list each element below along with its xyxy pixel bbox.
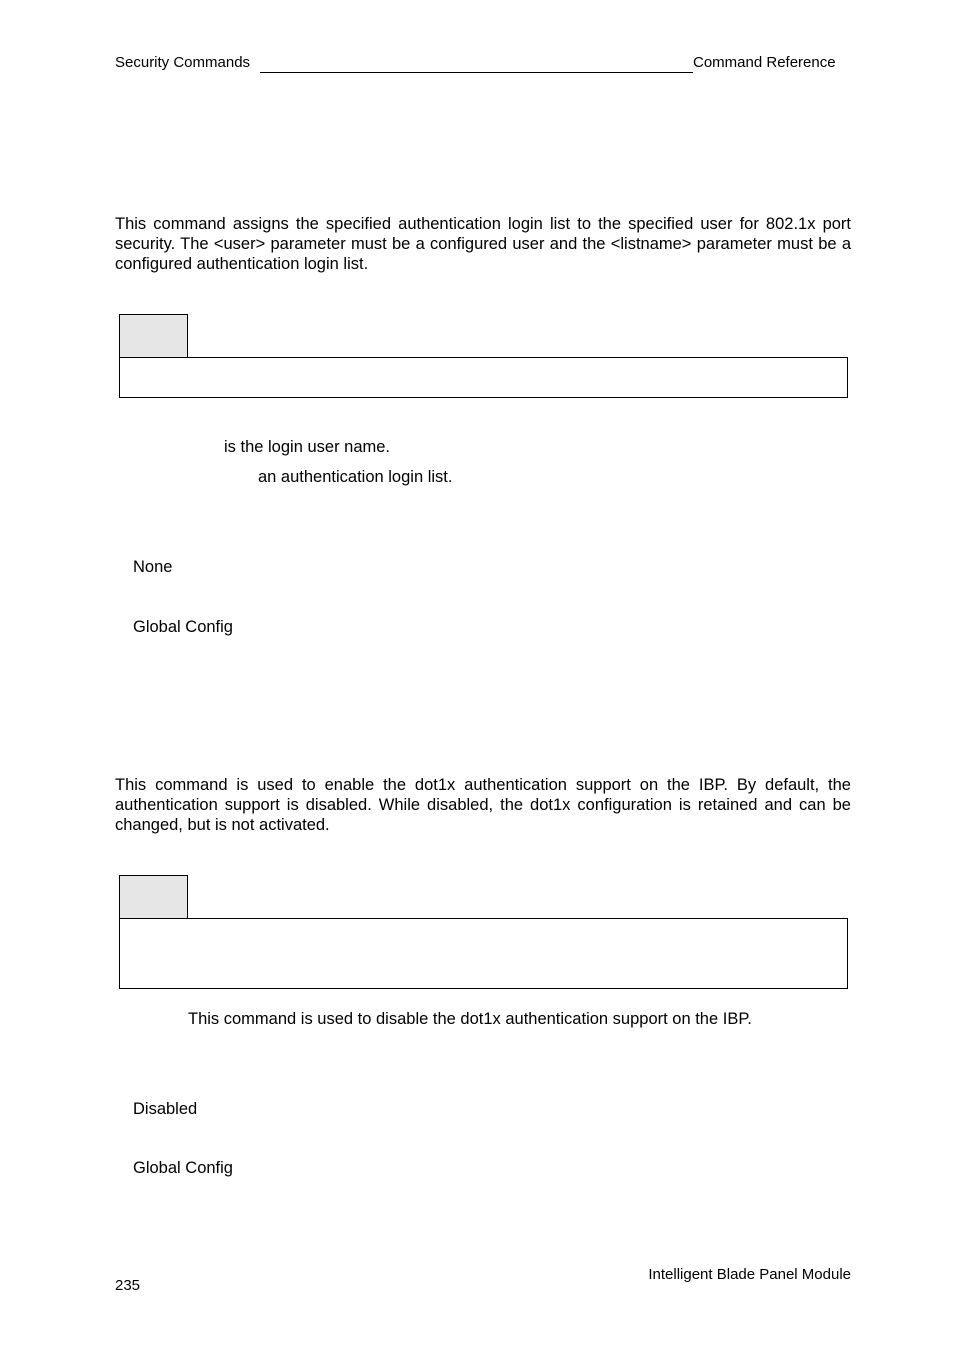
section1-description: This command assigns the specified authentication login list to the specified user for 802.1x port security. The <user> parameter must be a configured user and the <listname> parameter must be a configured authentication login list. xyxy=(115,215,851,273)
section2-format-box xyxy=(119,918,848,989)
section1-param-listname: an authentication login list. xyxy=(258,468,453,486)
section1-default-value: None xyxy=(133,558,173,576)
section2-format-tab xyxy=(119,875,188,918)
section2-description: This command is used to enable the dot1x authentication support on the IBP. By default, the authentication support is disabled. While disabled, the dot1x configuration is retained and can be changed, but is not activated. xyxy=(115,776,851,834)
section2-default-value: Disabled xyxy=(133,1100,198,1118)
header-left: Security Commands xyxy=(115,54,251,71)
section1-format-box xyxy=(119,357,848,398)
header-rule xyxy=(260,72,693,73)
section2-mode-value: Global Config xyxy=(133,1159,233,1177)
section1-mode-value: Global Config xyxy=(133,618,233,636)
header-right: Command Reference xyxy=(693,54,836,71)
section2-no-form-description: This command is used to disable the dot1x authentication support on the IBP. xyxy=(188,1010,752,1028)
footer-product: Intelligent Blade Panel Module xyxy=(648,1266,851,1283)
page-number: 235 xyxy=(115,1277,141,1294)
section1-format-tab xyxy=(119,314,188,357)
section1-param-user: is the login user name. xyxy=(224,438,391,456)
